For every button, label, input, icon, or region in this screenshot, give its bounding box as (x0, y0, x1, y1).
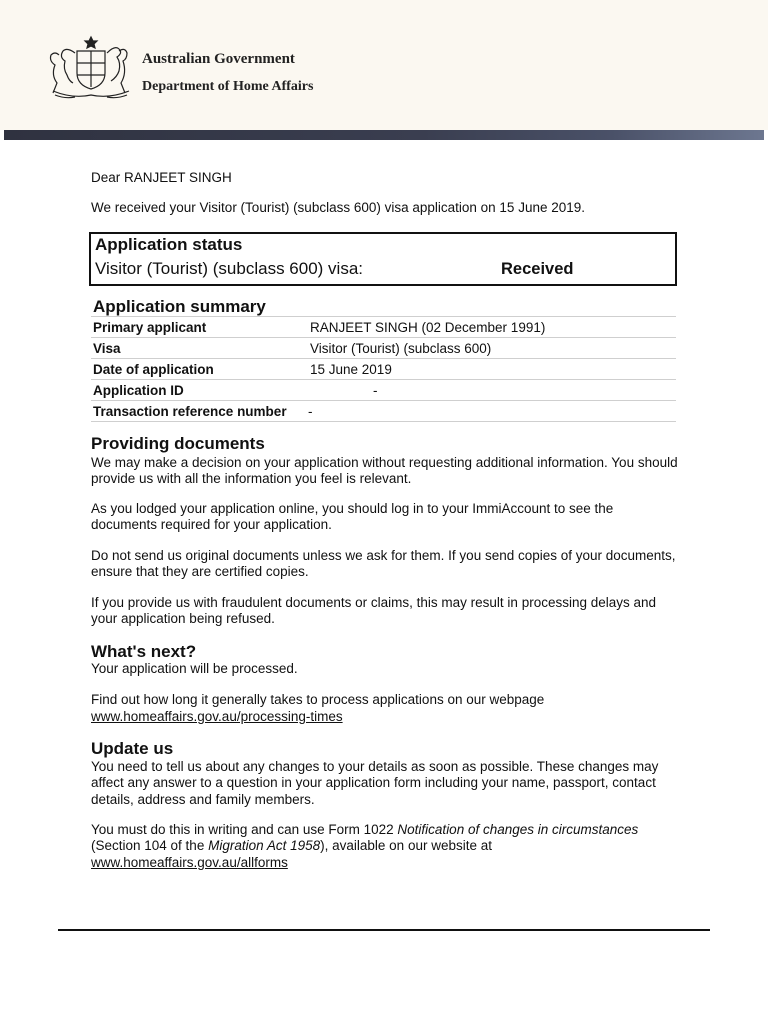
status-value: Received (501, 260, 574, 278)
p2-text-c: ), available on our website at (320, 838, 492, 854)
update-us-p1: You need to tell us about any changes to your details as soon as possible. These changes may affect any answer to a question in your application form including your name, passport, contact details, address and family members. (91, 759, 659, 807)
row-value: - (308, 380, 676, 401)
department-name: Department of Home Affairs (142, 79, 314, 94)
table-row (91, 317, 676, 338)
coat-of-arms-icon (45, 33, 137, 103)
summary-title: Application summary (93, 297, 266, 316)
table-row (91, 359, 676, 380)
providing-documents-p3: Do not send us original documents unless we ask for them. If you send copies of your documents, ensure that they are certified copies. (91, 548, 676, 580)
letterhead (0, 0, 768, 130)
row-label: Transaction reference number (91, 401, 308, 422)
intro-text: We received your Visitor (Tourist) (subclass 600) visa application on 15 June 2019. (91, 200, 586, 215)
table-row (91, 380, 676, 401)
table-row (91, 338, 676, 359)
update-us-heading: Update us (91, 739, 174, 758)
footer-divider (58, 929, 710, 931)
act-title: Migration Act 1958 (208, 838, 321, 854)
whats-next-p1: Your application will be processed. (91, 661, 298, 676)
row-label: Application ID (91, 380, 308, 401)
providing-documents-p4: If you provide us with fraudulent documents or claims, this may result in processing delays and your application being refused. (91, 595, 657, 627)
providing-documents-heading: Providing documents (91, 434, 265, 453)
row-label: Primary applicant (91, 317, 308, 338)
salutation: Dear RANJEET SINGH (91, 170, 232, 185)
p2-text-b: (Section 104 of the (91, 838, 209, 854)
providing-documents-p1: We may make a decision on your application without requesting additional information. You should provide us with all the information you feel is relevant. (91, 455, 678, 487)
row-label: Date of application (91, 359, 308, 380)
row-value: RANJEET SINGH (02 December 1991) (308, 317, 676, 338)
row-label: Visa (91, 338, 308, 359)
row-value: Visitor (Tourist) (subclass 600) (308, 338, 676, 359)
allforms-link[interactable]: www.homeaffairs.gov.au/allforms (91, 855, 288, 870)
processing-times-link[interactable]: www.homeaffairs.gov.au/processing-times (91, 709, 343, 724)
table-row (91, 401, 676, 422)
row-value: 15 June 2019 (308, 359, 676, 380)
p2-text-a: You must do this in writing and can use Form 1022 (91, 822, 398, 837)
update-us-p2 (91, 822, 681, 855)
header-band (4, 130, 764, 140)
status-visa-label: Visitor (Tourist) (subclass 600) visa: (95, 259, 363, 278)
providing-documents-p2: As you lodged your application online, you should log in to your ImmiAccount to see the documents required for your application. (91, 501, 614, 533)
government-name: Australian Government (142, 51, 295, 67)
whats-next-p2: Find out how long it generally takes to process applications on our webpage (91, 692, 545, 707)
form-title: Notification of changes in circumstances (397, 822, 639, 837)
application-status-box (89, 232, 677, 286)
status-title: Application status (95, 235, 243, 254)
row-value: - (308, 401, 676, 422)
application-summary-table (91, 316, 676, 422)
whats-next-heading: What's next? (91, 642, 197, 661)
